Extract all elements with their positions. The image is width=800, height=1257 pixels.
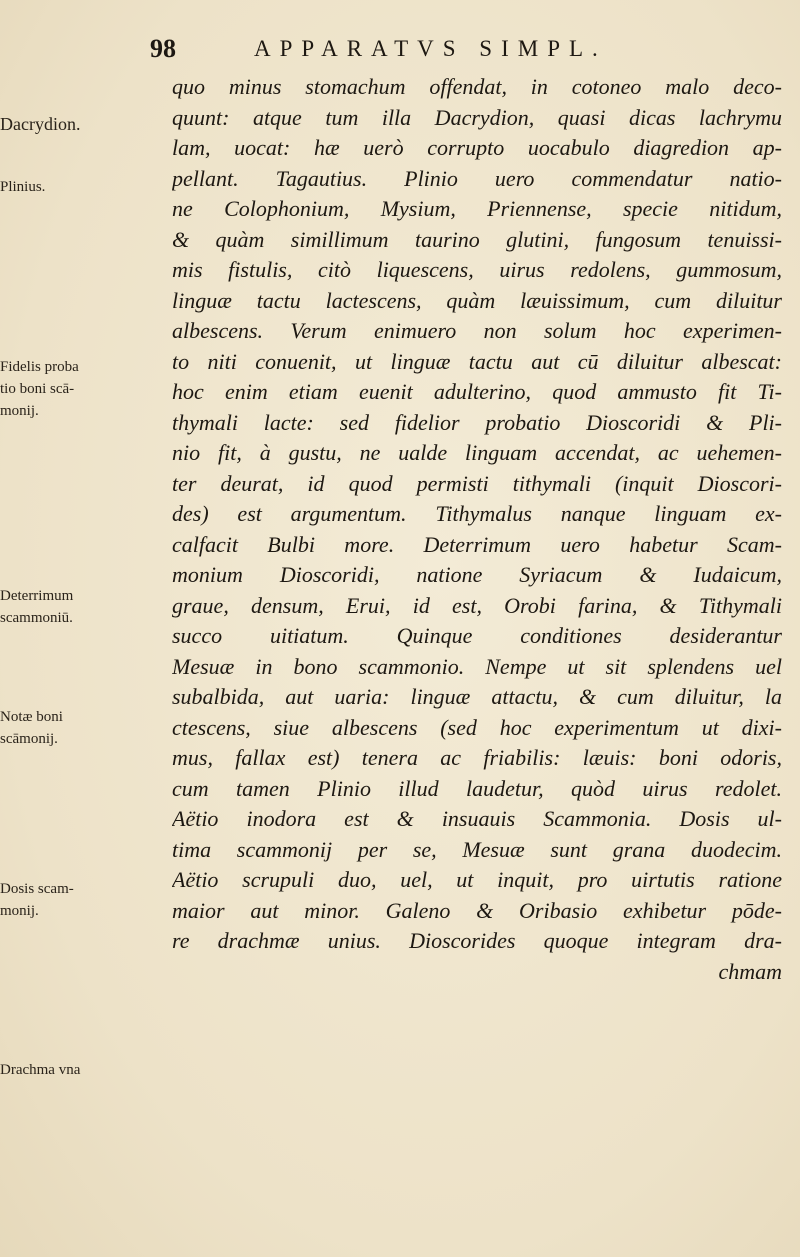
text-line: maior aut minor. Galeno & Oribasio exhibetur pōde- (172, 897, 782, 923)
text-line: cum tamen Plinio illud laudetur, quòd uirus redolet. (172, 775, 782, 801)
text-line: des) est argumentum. Tithymalus nanque linguam ex- (172, 501, 782, 526)
margin-note-line: Notæ boni (0, 709, 63, 725)
margin-note-line: scāmonij. (0, 731, 58, 747)
text-line: tima scammonij per se, Mesuæ sunt grana duodecim. (172, 836, 782, 862)
margin-note (0, 1059, 175, 1081)
margin-note-line: Dosis scam- (0, 881, 74, 897)
body-text (172, 72, 782, 987)
running-title: APPARATVS SIMPL. (254, 36, 607, 61)
text-line: Aëtio inodora est & insuauis Scammonia. Dosis ul- (172, 806, 782, 831)
text-line: lam, uocat: hæ uerò corrupto uocabulo diagredion ap- (172, 135, 782, 160)
margin-note-line: Plinius. (0, 179, 46, 195)
margin-note-line: Fidelis proba (0, 359, 79, 375)
text-line: ctescens, siue albescens (sed hoc experimentum ut dixi- (172, 714, 782, 740)
text-line: calfacit Bulbi more. Deterrimum uero habetur Scam- (172, 531, 782, 557)
text-line: thymali lacte: sed fidelior probatio Dioscoridi & Pli- (172, 409, 782, 435)
margin-note-line: monij. (0, 903, 39, 919)
text-line: quo minus stomachum offendat, in cotoneo malo deco- (172, 74, 782, 99)
margin-note (0, 176, 175, 198)
text-line: mus, fallax est) tenera ac friabilis: læuis: boni odoris, (172, 745, 782, 770)
text-line: linguæ tactu lactescens, quàm læuissimum, cum diluitur (172, 287, 782, 313)
text-line: nio fit, à gustu, ne ualde linguam accendat, ac uehemen- (172, 440, 782, 465)
margin-note-line: Deterrimum (0, 588, 74, 604)
margin-note-line: Dacrydion. (0, 114, 81, 134)
text-line: Mesuæ in bono scammonio. Nempe ut sit splendens uel (172, 653, 782, 679)
margin-note-line: scammoniū. (0, 610, 73, 626)
margin-note-line: monij. (0, 403, 39, 419)
text-line: succo uitiatum. Quinque conditiones desiderantur (172, 623, 782, 648)
margin-note (0, 706, 175, 750)
margin-note (0, 356, 175, 422)
text-line: quunt: atque tum illa Dacrydion, quasi dicas lachrymu (172, 104, 782, 130)
text-line: albescens. Verum enimuero non solum hoc experimen- (172, 318, 782, 343)
margin-note (0, 878, 175, 922)
page-number: 98 (150, 34, 176, 63)
margin-note (0, 585, 175, 629)
text-line: re drachmæ unius. Dioscorides quoque integram dra- (172, 928, 782, 953)
text-line: mis fistulis, citò liquescens, uirus redolens, gummosum, (172, 257, 782, 282)
text-line: graue, densum, Erui, id est, Orobi farina, & Tithymali (172, 592, 782, 618)
margin-note-line: tio boni scā- (0, 381, 75, 397)
text-line: monium Dioscoridi, natione Syriacum & Iudaicum, (172, 562, 782, 587)
text-line: hoc enim etiam euenit adulterino, quod ammusto fit Ti- (172, 379, 782, 404)
text-line: ter deurat, id quod permisti tithymali (inquit Dioscori- (172, 470, 782, 496)
margin-note-line: Drachma vna (0, 1062, 81, 1078)
margin-note (0, 113, 175, 135)
text-line: to niti conuenit, ut linguæ tactu aut cū diluitur albescat: (172, 348, 782, 374)
text-line: subalbida, aut uaria: linguæ attactu, & cum diluitur, la (172, 684, 782, 709)
page-header (150, 34, 780, 74)
text-line: ne Colophonium, Mysium, Priennense, specie nitidum, (172, 196, 782, 221)
text-line: pellant. Tagautius. Plinio uero commendatur natio- (172, 165, 782, 191)
text-line: & quàm simillimum taurino glutini, fungosum tenuissi- (172, 226, 782, 252)
catchword-line: chmam (718, 958, 782, 984)
text-line: Aëtio scrupuli duo, uel, ut inquit, pro uirtutis ratione (172, 867, 782, 892)
